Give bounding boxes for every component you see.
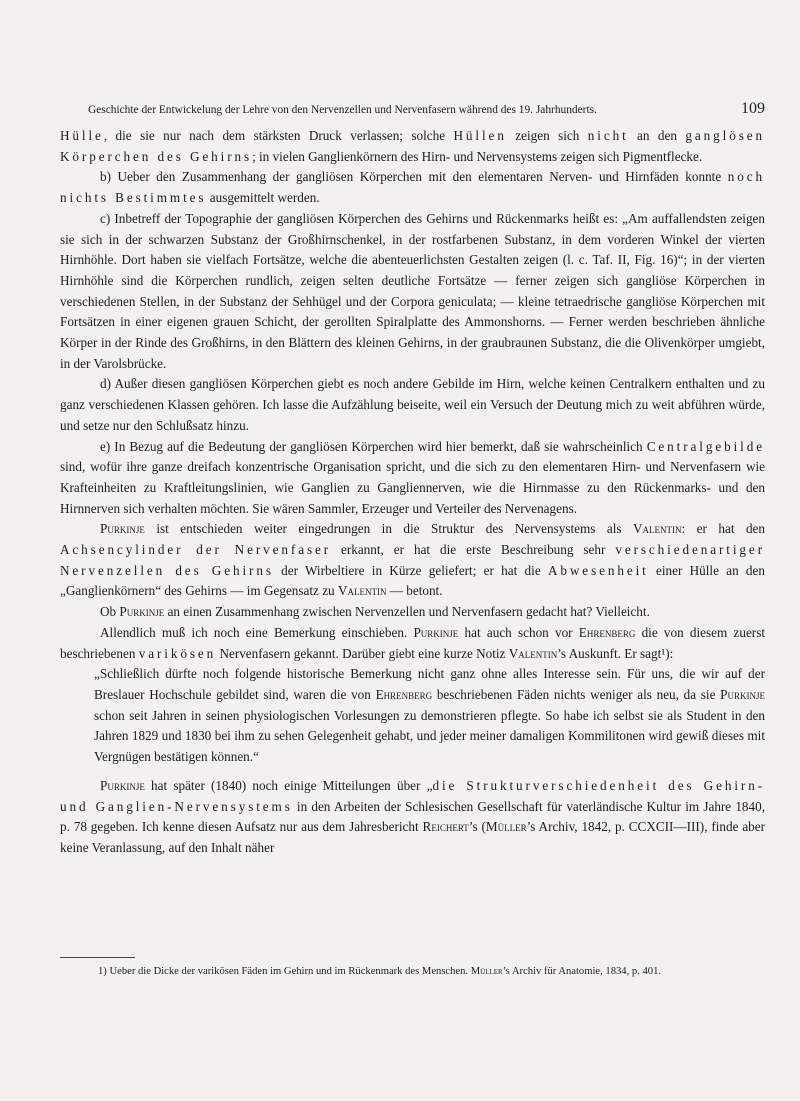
spaced-term: die Strukturverschiedenheit des Gehirn- und Ganglien-Nervensystems <box>60 777 765 814</box>
paragraph <box>60 126 765 167</box>
paragraph <box>60 374 765 436</box>
author-name: Müller <box>470 966 503 977</box>
text-run: : er hat den <box>681 521 766 537</box>
text-run: einer Hülle an den „Ganglienkörnern“ des Gehirns — im Gegensatz zu <box>60 562 765 599</box>
spaced-term: varikösen <box>138 645 217 661</box>
author-name: Purkinje <box>100 777 145 793</box>
text-run: die von diesem zuerst beschriebenen <box>60 624 765 661</box>
text-run: Allendlich muß ich noch eine Bemerkung einschieben. <box>100 624 414 640</box>
text-run: c) Inbetreff der Topographie der gangliösen Körperchen des Gehirns und Rückenmarks heißt es: „Am auffallendsten zeigen sie sich in der schwarzen Substanz der Großhirnschenkel, in der rostfarbenen Substanz, in dem vorderen Winkel der vierten Hirnhöhle. Dort haben sie vielfach Fortsätze, welche die abenteuerlichsten Gestalten zeigen (l. c. Taf. II, Fig. 16)“; in der vierten Hirnhöhle sind die Körperchen rundlich, zeigen selten deutliche Fortsätze — ferner zeigen sich gangliöse Körperchen in verschiedenen Stellen, in der Substanz der Sehhügel und der Corpora geniculata; — kleine tetraedrische gangliöse Körperchen mit Fortsätzen in einer eigenen grauen Schicht, der gerollten Spiralplatte des Ammonshorns. — Ferner werden beschrieben ähnliche Körper in der Rinde des Großhirns, in den Blättern des kleinen Gehirns, in der graubraunen Substanz, die die Olivenkörper umgiebt, in der Varolsbrücke. <box>60 210 765 371</box>
footnote-text <box>60 964 765 979</box>
paragraph <box>60 167 765 208</box>
text-run: an den <box>628 128 686 143</box>
author-name: Valentin <box>632 521 682 537</box>
text-run: in den Arbeiten der Schlesischen Gesellschaft für vaterländische Kultur im Jahre 1840, p. 78 gegeben. Ich kenne diesen Aufsatz nur aus dem Jahresbericht <box>60 798 765 835</box>
text-run: zeigen sich <box>506 128 588 143</box>
spaced-term: nicht <box>587 128 629 143</box>
text-run: der Wirbeltiere in Kürze geliefert; er hat die <box>273 562 548 578</box>
text-run: sind, wofür ihre ganze dreifach konzentrische Organisation spricht, und die sich zu den elementaren Hirn- und Nervenfasern wie Krafteinheiten zu Kraftleitungslinien, wie Ganglien zu Gangliennerven, wie die Hirnmasse zu den Rückenmarks- und den Hirnnerven sich verhalten möchten. Sie wären Sammler, Erzeuger und Verteiler des Nervenagens. <box>60 459 765 516</box>
spaced-term: Hüllen <box>453 128 507 143</box>
spaced-term: Abwesenheit <box>547 562 649 578</box>
paragraph <box>60 437 765 520</box>
text-run: e) In Bezug auf die Bedeutung der gangliösen Körperchen wird hier bemerkt, daß sie wahrscheinlich <box>100 438 647 454</box>
page-number: 109 <box>741 100 765 117</box>
text-run: ist entschieden weiter eingedrungen in die Struktur des Nervensystems als <box>144 521 633 537</box>
text-run: Nervenfasern gekannt. Darüber giebt eine kurze Notiz <box>216 645 509 661</box>
paragraph <box>60 776 765 859</box>
author-name: Ehrenberg <box>375 686 433 702</box>
text-run: schon seit Jahren in seinen physiologischen Vorlesungen zu demonstrieren pflegte. So habe ich selbst sie als Student in den Jahren 1829 und 1830 bei ihm zu sehen Gelegenheit gehabt, und jeder meiner damaligen Kommilitonen wird gewiß dieses mit Vergnügen bestätigen können.“ <box>94 707 765 765</box>
text-run: b) Ueber den Zusammenhang der gangliösen Körperchen mit den elementaren Nerven- und Hirnfäden konnte <box>100 169 728 185</box>
author-name: Ehrenberg <box>578 624 636 640</box>
text-run: Ob <box>100 604 120 620</box>
author-name: Purkinje <box>119 604 165 620</box>
spaced-term: Hülle <box>60 128 104 143</box>
text-run: ; in vielen Ganglienkörnern des Hirn- und Nervensystems zeigen sich Pigmentflecke. <box>252 148 703 164</box>
text-run: 1) Ueber die Dicke der varikösen Fäden im Gehirn und im Rückenmark des Menschen. <box>98 966 471 977</box>
text-run: an einen Zusammenhang zwischen Nervenzellen und Nervenfasern gedacht hat? Vielleicht. <box>164 604 650 620</box>
text-run: ’s Archiv für Anatomie, 1834, p. 401. <box>502 966 662 977</box>
spaced-term: noch nichts Bestimmtes <box>60 169 765 206</box>
author-name: Purkinje <box>413 624 459 640</box>
paragraph <box>60 519 765 602</box>
spaced-term: verschiedenartiger Nervenzellen des Gehirns <box>60 542 765 578</box>
footnote <box>60 964 765 979</box>
text-run: ’s Archiv, 1842, p. CCXCII—III), finde aber keine Veranlassung, auf den Inhalt näher <box>60 819 766 855</box>
text-run: ’s ( <box>468 819 486 835</box>
author-name: Purkinje <box>100 521 145 537</box>
text-run: , die sie nur nach dem stärksten Druck verlassen; solche <box>103 128 454 143</box>
paragraph <box>60 623 765 664</box>
author-name: Valentin <box>508 645 558 661</box>
paragraph <box>60 602 765 623</box>
text-run: „Schließlich dürfte noch folgende historische Bemerkung nicht ganz ohne alles Interesse sein. Für uns, die wir auf der Breslauer Hochschule gebildet sind, waren die von <box>94 666 765 702</box>
author-name: Reichert <box>422 819 469 835</box>
text-run: ausgemittelt werden. <box>206 190 320 206</box>
spaced-term: Achsencylinder der Nervenfaser <box>60 542 332 558</box>
text-run: — betont. <box>386 583 443 599</box>
spaced-term: ganglösen Körperchen des Gehirns <box>60 128 765 164</box>
author-name: Purkinje <box>720 686 765 702</box>
text-run: hat auch schon vor <box>458 624 579 640</box>
text-run: erkannt, er hat die erste Beschreibung sehr <box>331 542 616 558</box>
text-run: beschriebenen Fäden nichts weniger als neu, da sie <box>432 686 721 702</box>
paragraph <box>60 209 765 375</box>
footnote-rule <box>60 957 135 958</box>
author-name: Valentin <box>337 583 387 599</box>
running-header <box>60 100 765 122</box>
body-text <box>60 126 765 859</box>
running-head-text: Geschichte der Entwickelung der Lehre von den Nervenzellen und Nervenfasern während des 19. Jahrhunderts. <box>88 104 597 116</box>
text-run: d) Außer diesen gangliösen Körperchen giebt es noch andere Gebilde im Hirn, welche keinen Centralkern enthalten und zu ganz verschiedenen Klassen gehören. Ich lasse die Aufzählung beiseite, weil ein Versuch der Deutung mich zu weit abführen würde, und setze nur den Schlußsatz hinzu. <box>60 376 765 433</box>
text-run: hat später (1840) noch einige Mitteilungen über „ <box>144 777 433 793</box>
spaced-term: Centralgebilde <box>646 438 765 454</box>
author-name: Müller <box>485 819 527 835</box>
quotation <box>60 664 765 768</box>
text-run: ’s Auskunft. Er sagt¹): <box>557 645 674 661</box>
